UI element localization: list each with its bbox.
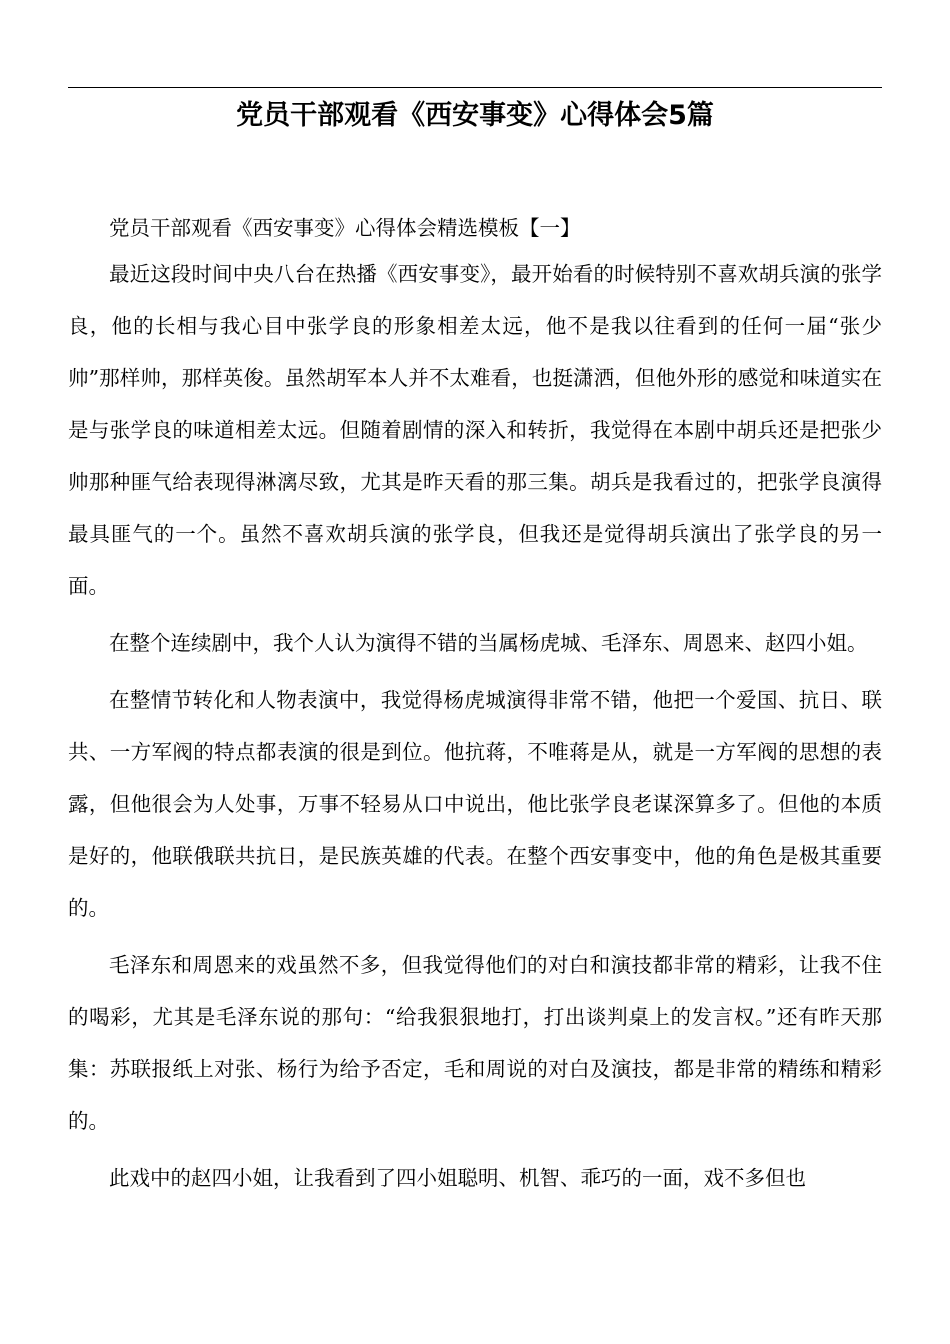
document-body [68,210,882,1209]
header-rule [68,87,882,88]
paragraph: 最近这段时间中央八台在热播《西安事变》，最开始看的时候特别不喜欢胡兵演的张学良，他的长相与我心目中张学良的形象相差太远，他不是我以往看到的任何一届“张少帅”那样帅，那样英俊。虽然胡军本人并不太难看，也挺潇洒，但他外形的感觉和味道实在是与张学良的味道相差太远。但随着剧情的深入和转折，我觉得在本剧中胡兵还是把张少帅那种匪气给表现得淋漓尽致，尤其是昨天看的那三集。胡兵是我看过的，把张学良演得最具匪气的一个。虽然不喜欢胡兵演的张学良，但我还是觉得胡兵演出了张学良的另一面。 [68,262,882,598]
paragraph: 此戏中的赵四小姐，让我看到了四小姐聪明、机智、乖巧的一面，戏不多但也 [109,1166,806,1190]
paragraph: 在整情节转化和人物表演中，我觉得杨虎城演得非常不错，他把一个爱国、抗日、联共、一方军阀的特点都表演的很是到位。他抗蒋，不唯蒋是从，就是一方军阀的思想的表露，但他很会为人处事，万事不轻易从口中说出，他比张学良老谋深算多了。但他的本质是好的，他联俄联共抗日，是民族英雄的代表。在整个西安事变中，他的角色是极其重要的。 [68,688,882,920]
paragraph: 毛泽东和周恩来的戏虽然不多，但我觉得他们的对白和演技都非常的精彩，让我不住的喝彩，尤其是毛泽东说的那句：“给我狠狠地打，打出谈判桌上的发言权。”还有昨天那集：苏联报纸上对张、杨行为给予否定，毛和周说的对白及演技，都是非常的精练和精彩的。 [68,953,882,1133]
paragraph: 在整个连续剧中，我个人认为演得不错的当属杨虎城、毛泽东、周恩来、赵四小姐。 [109,631,868,655]
document-title: 党员干部观看《西安事变》心得体会5篇 [236,100,714,131]
section-heading: 党员干部观看《西安事变》心得体会精选模板【一】 [109,216,581,240]
